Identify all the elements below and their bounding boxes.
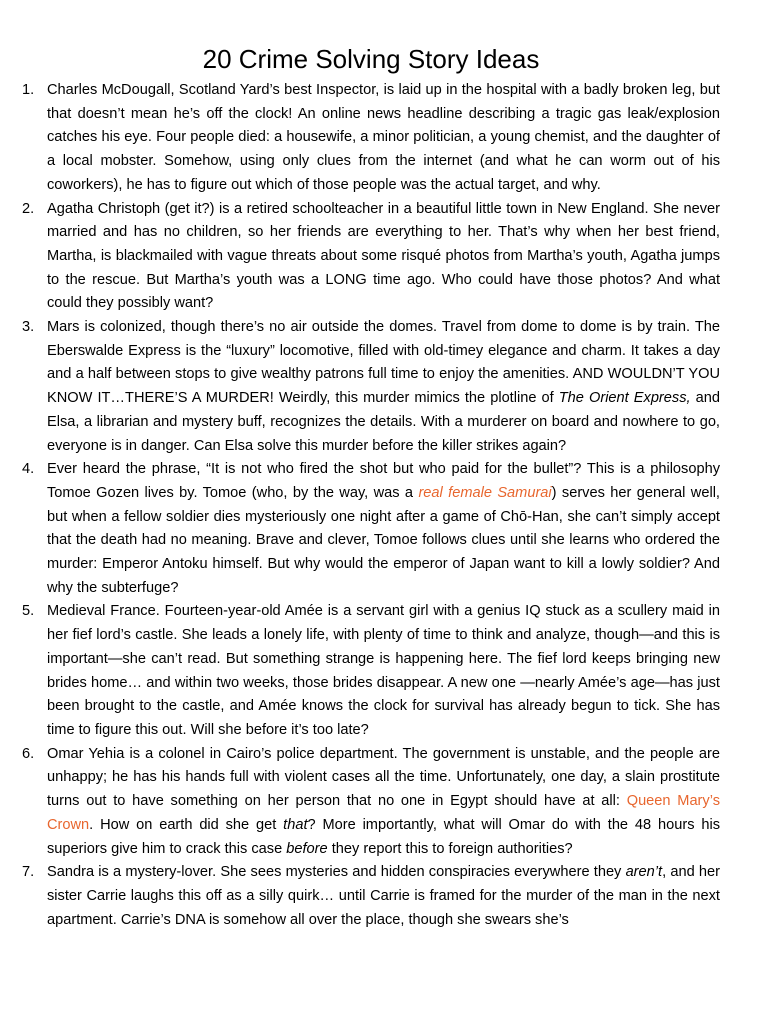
- story-number: 5.: [22, 603, 35, 620]
- story-item-1: [22, 79, 720, 198]
- emphasis-italic: aren’t: [625, 864, 663, 881]
- story-text: . How on earth did she get: [89, 816, 284, 833]
- story-text: Agatha Christoph (get it?) is a retired schoolteacher in a beautiful little town in New England. She never married and has no children, so her friends are everything to her. That’s why when her best friend, Martha, is blackmailed with vague threats about some risqué photos from Martha’s youth, Agatha jumps to the rescue. But Martha’s youth was a LONG time ago. Who could have those photos? And what could they possibly want?: [47, 200, 720, 312]
- story-item-3: [22, 316, 720, 458]
- samurai-link[interactable]: real female Samurai: [418, 484, 552, 501]
- page-title: 20 Crime Solving Story Ideas: [202, 44, 540, 74]
- story-item-2: [22, 198, 720, 317]
- story-text: they report this to foreign authorities?: [327, 840, 573, 857]
- story-text: and Elsa, a librarian and mystery buff, recognizes the details. With a murderer on board and nowhere to go, everyone is in danger. Can Elsa solve this murder before the killer strikes again?: [47, 390, 720, 454]
- story-text: Charles McDougall, Scotland Yard’s best Inspector, is laid up in the hospital with a badly broken leg, but that doesn’t mean he’s off the clock! An online news headline describing a tragic gas leak/explosion catches his eye. Four people died: a housewife, a minor politician, a young chemist, and the daughter of a local mobster. Somehow, using only clues from the internet (and what he can worm out of his coworkers), he has to figure out which of those people was the actual target, and why.: [47, 82, 720, 193]
- story-text: ) serves her general well, but when a fellow soldier dies mysteriously one night after a game of Chō-Han, she can’t simply accept that the death had no meaning. Brave and clever, Tomoe follows clues until she learns who ordered the murder: Emperor Antoku himself. But why would the emperor of Japan want to kill a lowly soldier? And why the subterfuge?: [47, 484, 720, 596]
- story-item-6: [22, 743, 720, 862]
- book-title-italic: The Orient Express,: [558, 390, 691, 407]
- story-text: Omar Yehia is a colonel in Cairo’s police department. The government is unstable, and the people are unhappy; he has his hands full with violent cases all the time. Unfortunately, one day, a slain prostitute turns out to have something on her person that no one in Egypt should have at all:: [47, 745, 720, 810]
- queen-marys-crown-link[interactable]: Queen Mary’s Crown: [47, 793, 720, 833]
- story-text: Medieval France. Fourteen-year-old Amée is a servant girl with a genius IQ stuck as a scullery maid in her fief lord’s castle. She leads a lonely life, with plenty of time to think and analyze, though—and this is important—she can’t read. But something strange is happening here. The fief lord keeps bringing new brides home… and within two weeks, those brides disappear. A new one —nearly Amée’s age—has just been brought to the castle, and Amée knows the clock for survival has already begun to tick. She has time to figure this out. Will she before it’s too late?: [47, 603, 720, 738]
- story-text: Ever heard the phrase, “It is not who fired the shot but who paid for the bullet”? This is a philosophy Tomoe Gozen lives by. Tomoe (who, by the way, was a: [47, 461, 720, 501]
- story-item-4: [22, 458, 720, 600]
- story-list: [22, 79, 720, 932]
- story-number: 7.: [22, 864, 35, 881]
- story-text: , and her sister Carrie laughs this off as a silly quirk… until Carrie is framed for the murder of the man in the next apartment. Carrie’s DNA is somehow all over the place, though she swears she’s: [47, 864, 720, 928]
- story-number: 2.: [22, 200, 35, 217]
- story-item-5: [22, 600, 720, 742]
- emphasis-italic: that: [283, 816, 308, 833]
- story-item-7: [22, 861, 720, 932]
- story-number: 1.: [22, 82, 35, 98]
- emphasis-italic: before: [286, 840, 328, 857]
- story-number: 4.: [22, 461, 35, 478]
- story-number: 6.: [22, 745, 35, 762]
- story-number: 3.: [22, 319, 35, 336]
- story-text: Mars is colonized, though there’s no air outside the domes. Travel from dome to dome is by train. The Eberswalde Express is the “luxury” locomotive, filled with old-timey elegance and charm. It takes a day and a half between stops to give wealthy patrons full time to enjoy the amenities. AND WOULDN’T YOU KNOW IT…THERE’S A MURDER! Weirdly, this murder mimics the plotline of: [47, 319, 720, 407]
- story-text: ? More importantly, what will Omar do with the 48 hours his superiors give him to crack this case: [47, 816, 720, 857]
- story-text: Sandra is a mystery-lover. She sees mysteries and hidden conspiracies everywhere they: [47, 864, 626, 881]
